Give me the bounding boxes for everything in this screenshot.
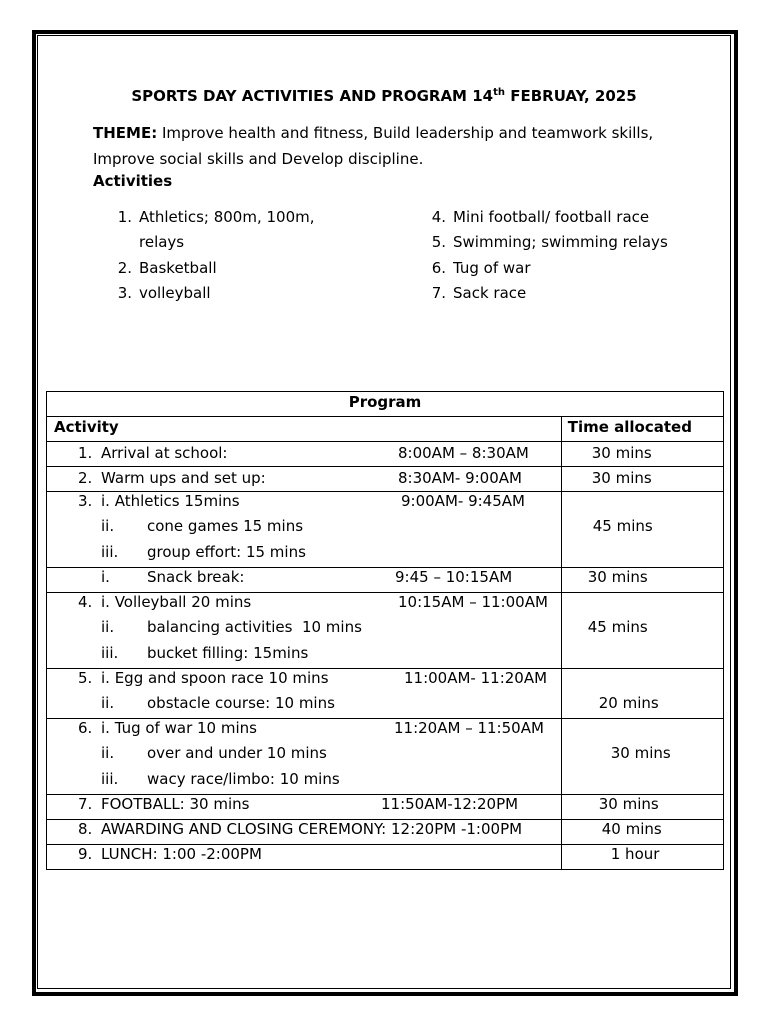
activity-item: 1. Athletics; 800m, 100m,: [117, 208, 315, 226]
activity-cell: 1. Arrival at school: 8:00AM – 8:30AM: [47, 442, 562, 467]
program-heading: Program: [47, 392, 724, 417]
document-title: SPORTS DAY ACTIVITIES AND PROGRAM 14th FEBRUAY, 2025: [131, 87, 637, 105]
activity-item: 7. Sack race: [431, 284, 527, 302]
table-row: [47, 442, 724, 467]
activity-cell: 7. FOOTBALL: 30 mins 11:50AM-12:20PM: [47, 795, 562, 820]
theme-paragraph: [93, 120, 693, 172]
time-cell: 45 mins: [561, 593, 723, 669]
activity-cell: 5. i. Egg and spoon race 10 mins 11:00AM- 11:20AM ii. obstacle course: 10 mins: [47, 669, 562, 719]
activity-item: 6. Tug of war: [431, 259, 531, 277]
activity-item: 4. Mini football/ football race: [431, 208, 650, 226]
activity-item: 2. Basketball: [117, 259, 217, 277]
time-cell: 40 mins: [561, 820, 723, 845]
program-table: [46, 391, 724, 870]
time-cell: 1 hour: [561, 845, 723, 870]
activity-cell: 3. i. Athletics 15mins 9:00AM- 9:45AM ii. cone games 15 mins iii. group effort: 15 mins: [47, 492, 562, 568]
column-header-activity: Activity: [47, 417, 562, 442]
table-row: [47, 845, 724, 870]
activities-heading: Activities: [93, 172, 173, 190]
activity-cell: 8. AWARDING AND CLOSING CEREMONY: 12:20PM -1:00PM: [47, 820, 562, 845]
time-cell: 30 mins: [561, 795, 723, 820]
activity-cell: 6. i. Tug of war 10 mins 11:20AM – 11:50AM ii. over and under 10 mins iii. wacy race/limbo: 10 mins: [47, 719, 562, 795]
table-row: [47, 719, 724, 795]
time-cell: 30 mins: [561, 442, 723, 467]
activity-cell: 2. Warm ups and set up: 8:30AM- 9:00AM: [47, 467, 562, 492]
table-row: [47, 820, 724, 845]
table-row: [47, 795, 724, 820]
activity-cell: 4. i. Volleyball 20 mins 10:15AM – 11:00AM ii. balancing activities 10 mins iii. bucket filling: 15mins: [47, 593, 562, 669]
table-row: [47, 593, 724, 669]
time-cell: 30 mins: [561, 467, 723, 492]
table-header-row: [47, 417, 724, 442]
table-row: [47, 669, 724, 719]
time-cell: 20 mins: [561, 669, 723, 719]
table-row: [47, 467, 724, 492]
table-row: [47, 568, 724, 593]
theme-text: Improve health and fitness, Build leadership and teamwork skills, Improve social skills and Develop discipline.: [93, 124, 654, 168]
time-cell: 45 mins: [561, 492, 723, 568]
activity-item: 3. volleyball: [117, 284, 211, 302]
theme-label: THEME:: [93, 124, 158, 142]
time-cell: 30 mins: [561, 719, 723, 795]
column-header-time: Time allocated: [561, 417, 723, 442]
time-cell: 30 mins: [561, 568, 723, 593]
activity-cell: i. Snack break: 9:45 – 10:15AM: [47, 568, 562, 593]
activity-item: relays: [139, 233, 185, 251]
table-row: [47, 492, 724, 568]
activity-cell: 9. LUNCH: 1:00 -2:00PM: [47, 845, 562, 870]
activity-item: 5. Swimming; swimming relays: [431, 233, 668, 251]
